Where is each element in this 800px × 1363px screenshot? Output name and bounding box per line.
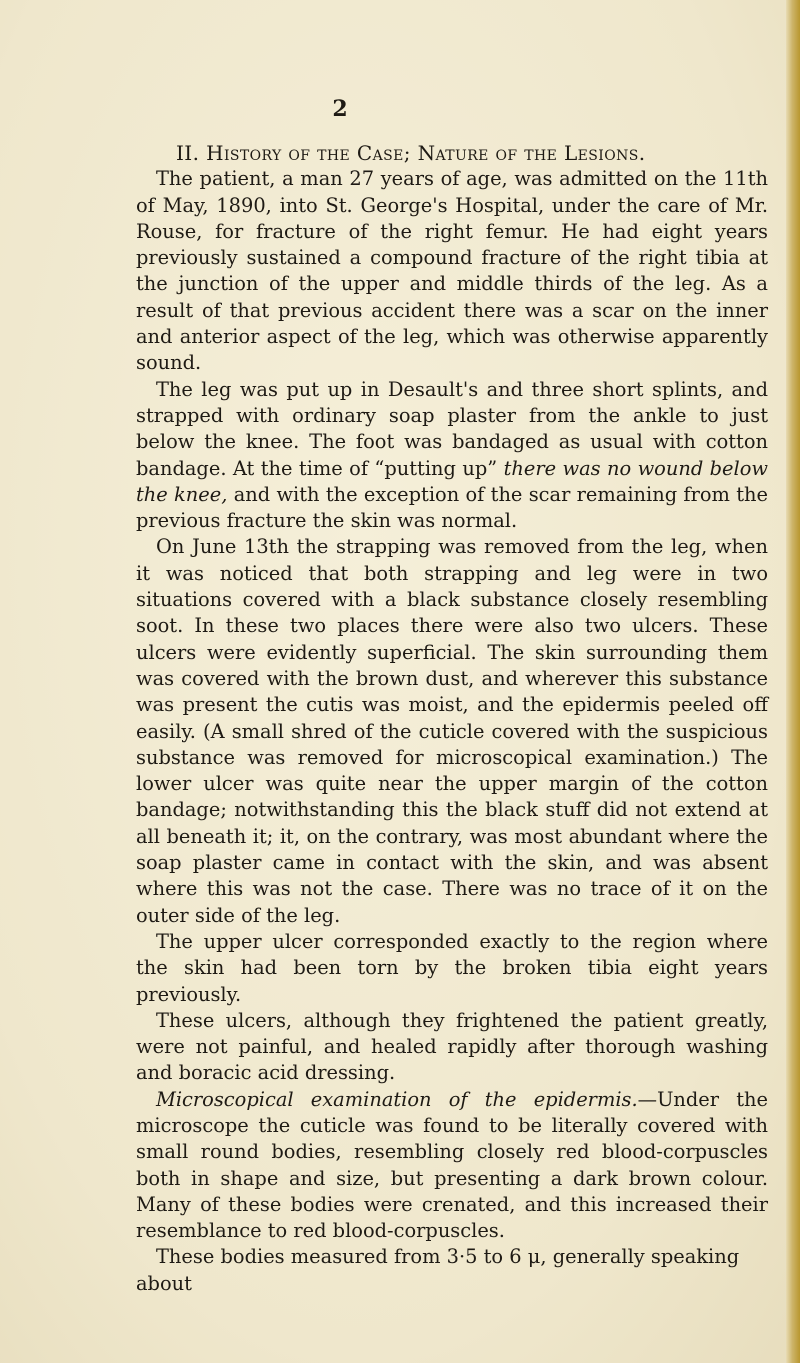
page-content (136, 140, 768, 1297)
paragraph-measurements: These bodies measured from 3·5 to 6 μ, generally speaking about (136, 1245, 740, 1295)
paragraph-splints-text-1: The leg was put up in Desault's and three short splints, and strapped with ordinary soap plaster from the ankle to just below the knee. The foot was bandaged as usual with cotton bandage. At the time of “putting up” (136, 377, 768, 480)
paragraph-admission: The patient, a man 27 years of age, was admitted on the 11th of May, 1890, into St. George's Hospital, under the care of Mr. Rouse, for fracture of the right femur. He had eight years previously sustained a compound fracture of the right tibia at the junction of the upper and middle thirds of the leg. As a result of that previous accident there was a scar on the inner and anterior aspect of the leg, which was otherwise apparently sound. (136, 167, 768, 375)
heading-history: II. History of the Case; (176, 141, 418, 165)
paragraph-upper-ulcer: The upper ulcer corresponded exactly to the region where the skin had been torn by the broken tibia eight years previously. (136, 929, 768, 1006)
page-number: 2 (332, 96, 348, 122)
paragraph-healing: These ulcers, although they frightened the patient greatly, were not painful, and healed rapidly after thorough washing and boracic acid dressing. (136, 1008, 768, 1085)
page-edge (786, 0, 800, 1363)
paragraph-microscopy (136, 1087, 768, 1245)
paragraph-microscopy-text: —Under the microscope the cuticle was found to be literally covered with small round bodies, resembling closely red blood-corpuscles both in shape and size, but presenting a dark brown colour. Many of these bodies were crenated, and this increased their resemblance to red blood-corpuscles. (136, 1087, 768, 1243)
heading-nature: Nature of the Lesions. (417, 141, 646, 165)
paragraph-splints (136, 377, 768, 535)
paragraph-removal: On June 13th the strapping was removed from the leg, when it was noticed that both strapping and leg were in two situations covered with a black substance closely resembling soot. In these two places there were also two ulcers. These ulcers were evidently superficial. The skin surrounding them was covered with the brown dust, and wherever this substance was present the cutis was moist, and the epidermis peeled off easily. (A small shred of the cuticle covered with the suspicious substance was removed for microscopical examination.) The lower ulcer was quite near the upper margin of the cotton bandage; notwithstanding this the black stuff did not extend at all beneath it; it, on the contrary, was most abundant where the soap plaster came in contact with the skin, and was absent where this was not the case. There was no trace of it on the outer side of the leg. (136, 535, 768, 927)
paragraph-splints-italic: there was no wound below the knee, (136, 456, 768, 506)
section-heading (176, 140, 768, 166)
paragraph-microscopy-italic: Microscopical examination of the epidermis. (156, 1087, 638, 1111)
paragraph-splints-text-2: and with the exception of the scar remaining from the previous fracture the skin was normal. (136, 482, 768, 533)
